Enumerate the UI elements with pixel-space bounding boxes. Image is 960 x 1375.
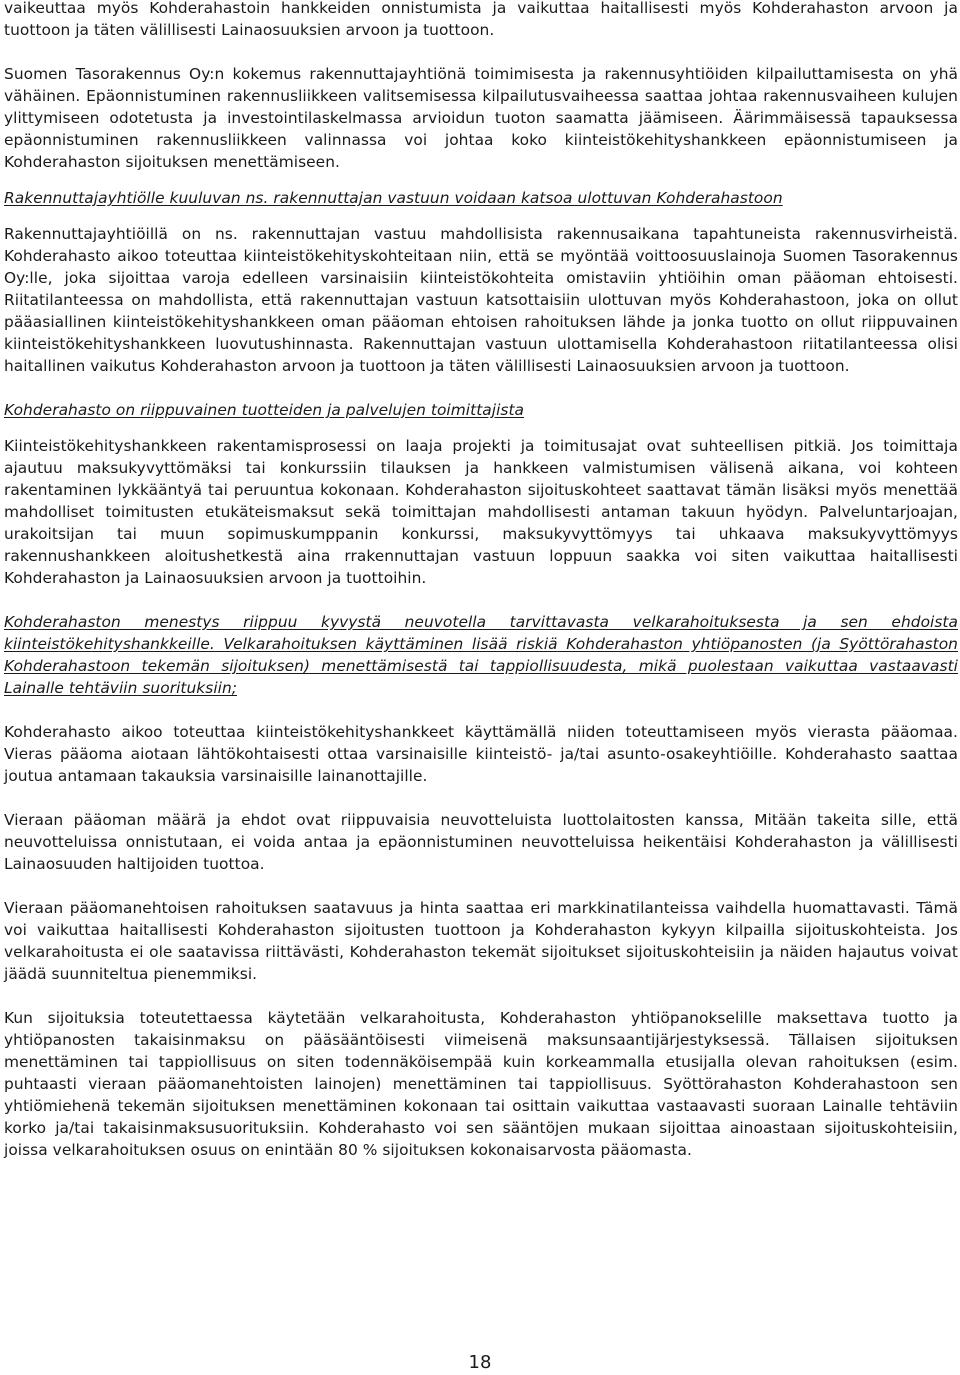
paragraph: Kiinteistökehityshankkeen rakentamisprosessi on laaja projekti ja toimitusajat ovat suhteellisen pitkiä. Jos toimittaja ajautuu maksukyvyttömäksi tai konkurssiin tilauksen ja hankkeen valmistumisen välisenä aikana, voi kohteen rakentaminen lykkääntyä tai peruuntua kokonaan. Kohderahaston sijoituskohteet saattavat tämän lisäksi myös menettää mahdolliset toimitusten etukäteismaksut sekä toimittajan mahdollisesti antaman takuun hyödyn. Palveluntarjoajan, urakoitsijan tai muun sopimuskumppanin konkurssi, maksukyvyttömyys tai uhkaava maksukyvyttömyys rakennushankkeen aloitushetkestä aina rrakennuttajan vastuun loppuun saakka voi siten vaikuttaa haitallisesti Kohderahaston ja Lainaosuuksien arvoon ja tuottoihin. [4, 437, 958, 587]
paragraph: vaikeuttaa myös Kohderahastoin hankkeiden onnistumista ja vaikuttaa haitallisesti myös Kohderahaston arvoon ja tuottoon ja täten välillisesti Lainaosuuksien arvoon ja tuottoon. [4, 0, 958, 39]
section-heading: Kohderahasto on riippuvainen tuotteiden ja palvelujen toimittajista [4, 401, 525, 419]
paragraph [4, 63, 958, 173]
section-heading: Kohderahaston menestys riippuu kyvystä neuvotella tarvittavasta velkarahoituksesta ja sen ehdoista kiinteistökehityshankkeille. Velkarahoituksen käyttäminen lisää riskiä Kohderahaston yhtiöpanosten (ja Syöttörahaston Kohderahastoon tekemän sijoituksen) menettämisestä tai tappiollisuudesta, mikä puolestaan vaikuttaa vastaavasti Lainalle tehtäviin suorituksiin; [4, 613, 958, 697]
paragraph: Rakennuttajayhtiöillä on ns. rakennuttajan vastuu mahdollisista rakennusaikana tapahtuneista rakennusvirheistä. Kohderahasto aikoo toteuttaa kiinteistökehityskohteitaan niin, että se myöntää voittoosuuslainoja Suomen Tasorakennus Oy:lle, joka sijoittaa varoja edelleen varsinaisiin kiinteistökohteita omistaviin yhtiöihin oman pääoman ehtoisesti. Riitatilanteessa on mahdollista, että rakennuttajan vastuun katsottaisiin ulottuvan myös Kohderahastoon, joka on ollut pääasiallinen kiinteistökehityshankkeen oman pääoman ehtoisen rahoituksen lähde ja jonka tuotto on ollut riippuvainen kiinteistökehityshankkeen luovutushinnasta. Rakennuttajan vastuun ulottamisella Kohderahastoon riitatilanteessa olisi haitallinen vaikutus Kohderahaston arvoon ja tuottoon ja täten välillisesti Lainaosuuksien arvoon ja tuottoon. [4, 225, 958, 375]
paragraph: Kun sijoituksia toteutettaessa käytetään velkarahoitusta, Kohderahaston yhtiöpanokselille maksettava tuotto ja yhtiöpanosten takaisinmaksu on pääsääntöisesti viimeisenä maksunsaantijärjestyksessä. Tällaisen sijoituksen menettäminen tai tappiollisuus on siten todennäköisempää kuin korkeammalla etusijalla olevan rahoituksen (esim. puhtaasti vieraan pääomanehtoisten lainojen) menettäminen tai tappiollisuus. Syöttörahaston Kohderahastoon sen yhtiömiehenä tekemän sijoituksen menettäminen kokonaan tai osittain vaikuttaa vastaavasti suoraan Lainalle tehtäviin korko ja/tai takaisinmaksusuorituksiin. Kohderahasto voi sen sääntöjen mukaan sijoittaa ainoastaan sijoituskohteisiin, joissa velkarahoituksen osuus on enintään 80 % sijoituksen kokonaisarvosta pääomasta. [4, 1009, 958, 1159]
page-number: 18 [468, 1352, 492, 1373]
sentence: Suomen Tasorakennus Oy:n kokemus rakennuttajayhtiönä toimimisesta ja rakennusyhtiöiden kilpailuttamisesta on yhä vähäinen. [4, 65, 958, 105]
paragraph: Vieraan pääomanehtoisen rahoituksen saatavuus ja hinta saattaa eri markkinatilanteissa vaihdella huomattavasti. Tämä voi vaikuttaa haitallisesti Kohderahaston sijoitusten tuottoon ja Kohderahaston kykyyn kilpailla sijoituskohteista. Jos velkarahoitusta ei ole saatavissa riittävästi, Kohderahaston tekemät sijoitukset sijoituskohteisiin ja näiden hajautus voivat jäädä suunniteltua pienemmiksi. [4, 899, 958, 983]
sentence: Äärimmäisessä tapauksessa epäonnistuminen rakennusliikkeen valinnassa voi johtaa koko kiinteistökehityshankkeen epäonnistumiseen ja Kohderahaston sijoituksen menettämiseen. [4, 109, 958, 171]
paragraph: Vieraan pääoman määrä ja ehdot ovat riippuvaisia neuvotteluista luottolaitosten kanssa, Mitään takeita sille, että neuvotteluissa onnistutaan, ei voida antaa ja epäonnistuminen neuvotteluissa heikentäisi Kohderahaston ja välillisesti Lainaosuuden haltijoiden tuottoa. [4, 811, 958, 873]
paragraph: Kohderahasto aikoo toteuttaa kiinteistökehityshankkeet käyttämällä niiden toteuttamiseen myös vierasta pääomaa. Vieras pääoma aiotaan lähtökohtaisesti ottaa varsinaisille kiinteistö- ja/tai asunto-osakeyhtiöille. Kohderahasto saattaa joutua antamaan takauksia varsinaisille lainanottajille. [4, 723, 958, 785]
document-page [4, 0, 958, 1161]
sentence: Epäonnistuminen rakennusliikkeen valitsemisessa kilpailutusvaiheessa saattaa johtaa rakennusvaiheen kulujen ylittymiseen odotetusta ja investointilaskelmassa arvioidun tuoton saamatta jäämiseen. [4, 87, 958, 127]
section-heading: Rakennuttajayhtiölle kuuluvan ns. rakennuttajan vastuun voidaan katsoa ulottuvan Kohderahastoon [4, 189, 783, 207]
